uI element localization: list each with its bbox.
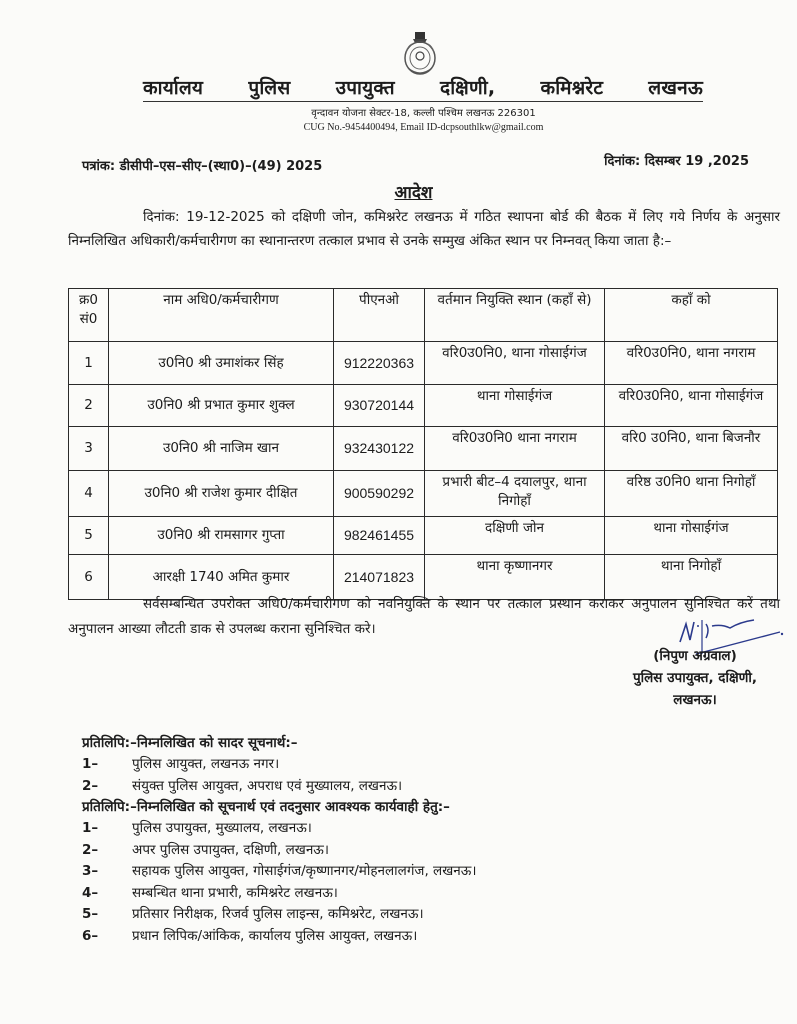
copy-item-text: पुलिस उपायुक्त, मुख्यालय, लखनऊ। <box>132 820 312 836</box>
office-contact: CUG No.-9454400494, Email ID-dcpsouthlkw@gmail.com <box>303 122 544 133</box>
copy-item-text: सहायक पुलिस आयुक्त, गोसाईगंज/कृष्णानगर/मोहनलालगंज, लखनऊ। <box>132 863 477 879</box>
cell-new-posting: वरिष्ठ उ0नि0 थाना निगोहाँ <box>605 471 778 517</box>
copy-distribution <box>82 733 682 947</box>
cell-pno: 982461455 <box>334 517 425 555</box>
police-emblem-icon <box>400 30 440 78</box>
copy-heading-information: प्रतिलिपि:–निम्नलिखित को सादर सूचनार्थ:– <box>82 735 298 751</box>
header-current-posting: वर्तमान नियुक्ति स्थान (कहाँ से) <box>425 289 605 342</box>
office-title-word: लखनऊ <box>648 77 703 99</box>
table-row <box>69 427 778 471</box>
copy-item-text: प्रतिसार निरीक्षक, रिजर्व पुलिस लाइन्स, कमिश्नरेट, लखनऊ। <box>132 906 424 922</box>
cell-current-posting: थाना गोसाईगंज <box>425 385 605 427</box>
letter-date: दिनांक: दिसम्बर 19 ,2025 <box>604 154 749 169</box>
cell-serial-no: 1 <box>69 342 109 385</box>
header-name: नाम अधि0/कर्मचारीगण <box>109 289 334 342</box>
closing-instruction <box>68 592 780 642</box>
cell-serial-no: 5 <box>69 517 109 555</box>
copy-item-number: 1– <box>82 756 99 772</box>
office-title-word: कार्यालय <box>143 77 204 99</box>
order-intro-text: दिनांक: 19-12-2025 को दक्षिणी जोन, कमिश्नरेट लखनऊ में गठित स्थापना बोर्ड की बैठक में लिए गये निर्णय के अनुसार निम्नलिखित अधिकारी/कर्मचारीगण का स्थानान्तरण तत्काल प्रभाव से उनके सम्मुख अंकित स्थान पर निम्नवत् किया जाता है:– <box>68 209 780 249</box>
copy-item-number: 5– <box>82 906 99 922</box>
copy-item-number: 1– <box>82 820 99 836</box>
cell-serial-no: 4 <box>69 471 109 517</box>
cell-serial-no: 6 <box>69 555 109 600</box>
cell-name: उ0नि0 श्री उमाशंकर सिंह <box>109 342 334 385</box>
header-new-posting: कहाँ को <box>605 289 778 342</box>
copy-list-item <box>82 840 682 862</box>
cell-pno: 900590292 <box>334 471 425 517</box>
cell-pno: 912220363 <box>334 342 425 385</box>
copy-list-item <box>82 926 682 948</box>
signatory-location: लखनऊ। <box>673 692 717 708</box>
copy-list-item <box>82 754 682 776</box>
cell-new-posting: थाना गोसाईगंज <box>605 517 778 555</box>
copy-item-number: 4– <box>82 884 99 901</box>
table-row <box>69 471 778 517</box>
office-title-word: दक्षिणी, <box>439 77 496 99</box>
closing-text: सर्वसम्बन्धित उपरोक्त अधि0/कर्मचारीगण को नवनियुक्ति के स्थान पर तत्काल प्रस्थान कराकर अनुपालन सुनिश्चित करें तथा अनुपालन आख्या लौटती डाक से उपलब्ध कराना सुनिश्चित करे। <box>68 596 780 637</box>
cell-name: उ0नि0 श्री नाजिम खान <box>109 427 334 471</box>
copy-item-text: अपर पुलिस उपायुक्त, दक्षिणी, लखनऊ। <box>132 841 330 858</box>
copy-item-text: संयुक्त पुलिस आयुक्त, अपराध एवं मुख्यालय, लखनऊ। <box>132 777 403 794</box>
copy-list-item <box>82 861 682 883</box>
copy-item-text: पुलिस आयुक्त, लखनऊ नगर। <box>132 756 280 772</box>
office-title-word: कमिश्नरेट <box>540 77 604 99</box>
cell-pno: 932430122 <box>334 427 425 471</box>
copy-list-item <box>82 904 682 926</box>
copy-item-number: 6– <box>82 927 99 944</box>
cell-new-posting: वरि0उ0नि0, थाना गोसाईगंज <box>605 385 778 427</box>
cell-current-posting: वरि0उ0नि0 थाना नगराम <box>425 427 605 471</box>
table-row <box>69 385 778 427</box>
office-title <box>143 74 703 102</box>
cell-serial-no: 3 <box>69 427 109 471</box>
cell-pno: 930720144 <box>334 385 425 427</box>
letter-number: पत्रांक: डीसीपी–एस–सीए–(स्था0)–(49) 2025 <box>82 159 323 174</box>
copy-item-text: प्रधान लिपिक/आंकिक, कार्यालय पुलिस आयुक्त, लखनऊ। <box>132 927 418 944</box>
office-title-word: पुलिस <box>248 77 291 99</box>
cell-current-posting: वरि0उ0नि0, थाना गोसाईगंज <box>425 342 605 385</box>
copy-item-text: सम्बन्धित थाना प्रभारी, कमिश्नरेट लखनऊ। <box>132 884 338 901</box>
copy-item-number: 3– <box>82 863 99 879</box>
header-pno: पीएनओ <box>334 289 425 342</box>
signatory-block <box>600 645 790 711</box>
table-row <box>69 517 778 555</box>
table-row <box>69 342 778 385</box>
cell-name: आरक्षी 1740 अमित कुमार <box>109 555 334 600</box>
table-header-row <box>69 289 778 342</box>
cell-name: उ0नि0 श्री राजेश कुमार दीक्षित <box>109 471 334 517</box>
cell-name: उ0नि0 श्री रामसागर गुप्ता <box>109 517 334 555</box>
cell-new-posting: वरि0 उ0नि0, थाना बिजनौर <box>605 427 778 471</box>
copy-list-item <box>82 818 682 840</box>
copy-heading-action: प्रतिलिपि:–निम्नलिखित को सूचनार्थ एवं तदनुसार आवश्यक कार्यवाही हेतु:– <box>82 799 450 815</box>
office-address: वृन्दावन योजना सेक्टर-18, कल्ली पश्चिम लखनऊ 226301 <box>311 108 536 119</box>
cell-new-posting: वरि0उ0नि0, थाना नगराम <box>605 342 778 385</box>
signatory-name: (निपुण अग्रवाल) <box>653 648 737 664</box>
order-intro <box>68 205 780 253</box>
signatory-designation: पुलिस उपायुक्त, दक्षिणी, <box>632 670 758 686</box>
cell-name: उ0नि0 श्री प्रभात कुमार शुक्ल <box>109 385 334 427</box>
cell-current-posting: दक्षिणी जोन <box>425 517 605 555</box>
cell-serial-no: 2 <box>69 385 109 427</box>
copy-list-item <box>82 883 682 905</box>
copy-item-number: 2– <box>82 777 99 794</box>
copy-list-item <box>82 776 682 798</box>
cell-new-posting: थाना निगोहाँ <box>605 555 778 600</box>
header-serial-no: क्र0 सं0 <box>69 289 109 342</box>
cell-current-posting: प्रभारी बीट–4 दयालपुर, थाना निगोहाँ <box>425 471 605 517</box>
copy-item-number: 2– <box>82 841 99 858</box>
order-heading: आदेश <box>394 183 433 203</box>
transfer-table <box>68 288 778 600</box>
office-title-word: उपायुक्त <box>335 77 395 99</box>
cell-pno: 214071823 <box>334 555 425 600</box>
cell-current-posting: थाना कृष्णानगर <box>425 555 605 600</box>
